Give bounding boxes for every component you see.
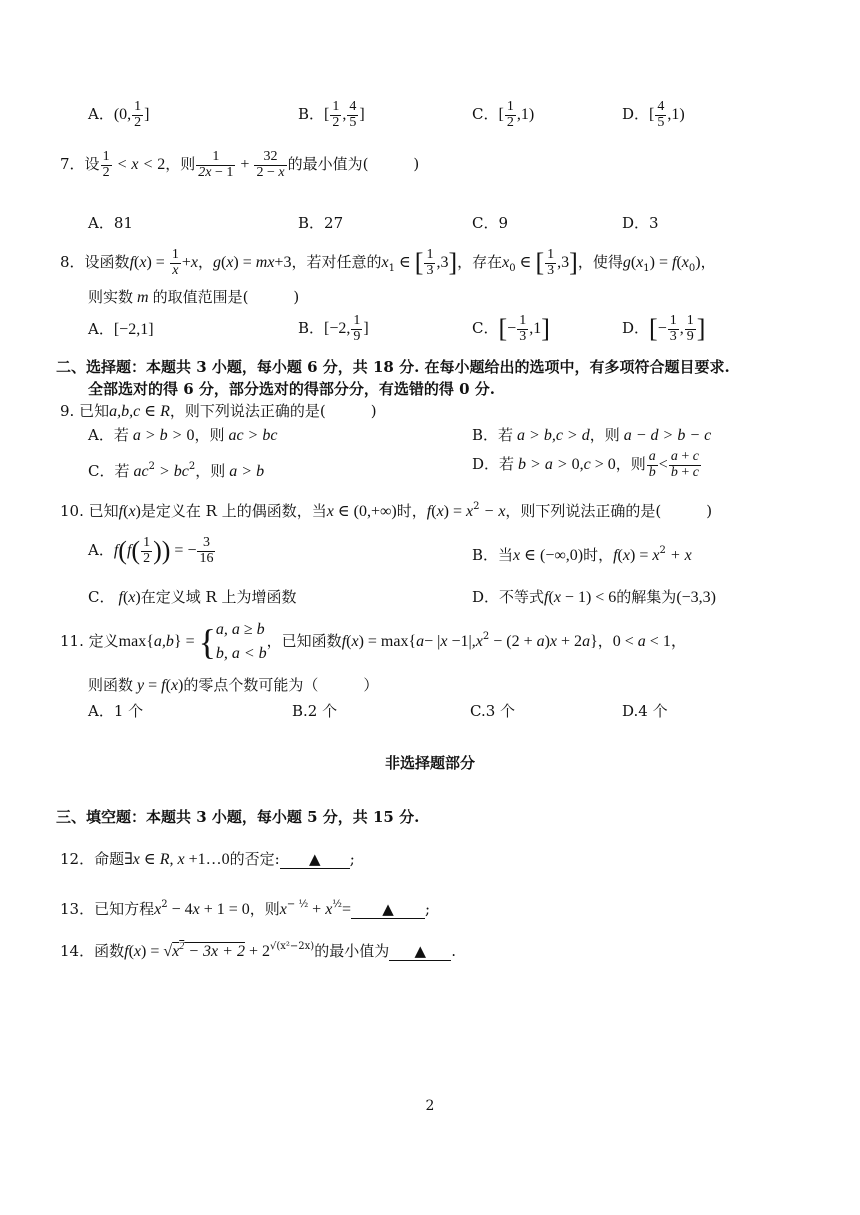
q14-answer-blank[interactable]: ▲ [389,942,451,961]
q6-option-c: C．[ $\frac{1}{2}$ ,1) [472,99,535,130]
q8-option-c: C．[− $\frac{1}{3}$ ,1] [472,313,550,344]
page-number: 2 [425,1098,435,1114]
q6-option-a: A．(0, $\frac{1}{2}$ ] [88,99,150,130]
q8-option-d: D．[− $\frac{1}{3}$ , $\frac{1}{9}$ ] [622,313,706,344]
q10-option-a: A．f(f( $\frac{1}{2}$ )) = − $\frac{3}{16}$ [88,535,214,566]
q8-option-b: B．[−2, $\frac{1}{9}$ ] [298,313,369,344]
q11-stem-line2: 则函数 y = f(x)的零点个数可能为（ ） [88,676,379,694]
q12-answer-blank[interactable]: ▲ [280,850,350,869]
q10-option-b: B．当x ∈ (−∞,0)时，$f(x) = x^2 + x$ [472,545,692,564]
q8-option-a: A．[−2,1] [88,320,154,338]
q10-option-c: C． f(x)在定义域 R 上为增函数 [88,588,297,606]
part-2-title: 非选择题部分 [384,754,475,772]
section-2-heading: 二、选择题：本题共 3 小题，每小题 6 分，共 18 分. 在每小题给出的选项中，有多项符合题目要求. [56,358,730,376]
q9-option-c: C．若 $ac^2 > bc^2$，则 a > b [88,461,265,480]
q9-stem: 9. 已知a,b,c ∈ R，则下列说法正确的是( ) [60,402,377,420]
q12-stem: 12．命题∃x ∈ R, x +1…0的否定: ▲ ; [60,850,355,868]
q11-option-a: A．1 个 [88,702,144,720]
q8-stem-line2: 则实数 m 的取值范围是( ) [88,288,300,306]
q13-answer-blank[interactable]: ▲ [351,900,425,919]
q6-option-b: B．[ $\frac{1}{2}$ , $\frac{4}{5}$ ] [298,99,365,130]
q9-option-a: A．若 a > b > 0，则 ac > bc [88,426,278,444]
section-3-heading: 三、填空题：本题共 3 小题，每小题 5 分，共 15 分. [56,808,420,826]
q11-stem: 11. 定义max{a,b} = { a, a ≥ b b, a < b ，已知函数$f(x) = \max\{a- |x -1|,x^2 - (2 + a)x + 2a\}$，0 < a < 1， [60,621,687,662]
q10-stem: 10. 已知f(x)是定义在 R 上的偶函数，当x ∈ (0,+∞)时，$f(x) = x^2 - x$，则下列说法正确的是( ) [60,501,713,520]
q7-option-a: A．81 [88,214,133,232]
section-2-heading-line2: 全部选对的得 6 分，部分选对的得部分分，有选错的得 0 分. [88,380,495,398]
q10-option-d: D．不等式f(x − 1) < 6的解集为(−3,3) [472,588,716,606]
q11-option-b: B.2 个 [292,702,338,720]
q7-option-d: D．3 [622,214,659,232]
q9-option-d: D．若 b > a > 0,c > 0，则 $\frac{a}{b}$ < $\frac{a + c}{b + c}$ [472,449,699,480]
q7-stem: 7．设 $\frac{1}{2}$ < x < 2，则 $\frac{1}{2x - 1}$ + $\frac{32}{2 - x}$ 的最小值为( ) [60,149,420,180]
q14-stem: 14．函数$f(x) = √x^2 - 3x + 2 + 2^{√(x^2-2x)}$的最小值为 ▲ . [60,941,456,960]
q13-stem: 13．已知方程$x^2 - 4x + 1 = 0$，则$x^{- \frac{1}{2}} + x^{\frac{1}{2}}=$ ▲ ; [60,899,431,918]
q9-option-b: B．若 a > b,c > d，则 a − d > b − c [472,426,712,444]
q11-option-c: C.3 个 [470,702,516,720]
q7-option-b: B．27 [298,214,344,232]
q7-option-c: C．9 [472,214,509,232]
q6-option-d: D．[ $\frac{4}{5}$ ,1) [622,99,685,130]
q11-option-d: D.4 个 [622,702,668,720]
q8-stem: 8．设函数f(x) = $\frac{1}{x}$ +x，g(x) = mx+3，若对任意的$x_1$ ∈ [ $\frac{1}{3}$ ,3]，存在$x_0$ ∈ [ $\frac{1}{3}$ ,3]，使得$g(x_1) = f(x_0)$， [60,247,716,278]
